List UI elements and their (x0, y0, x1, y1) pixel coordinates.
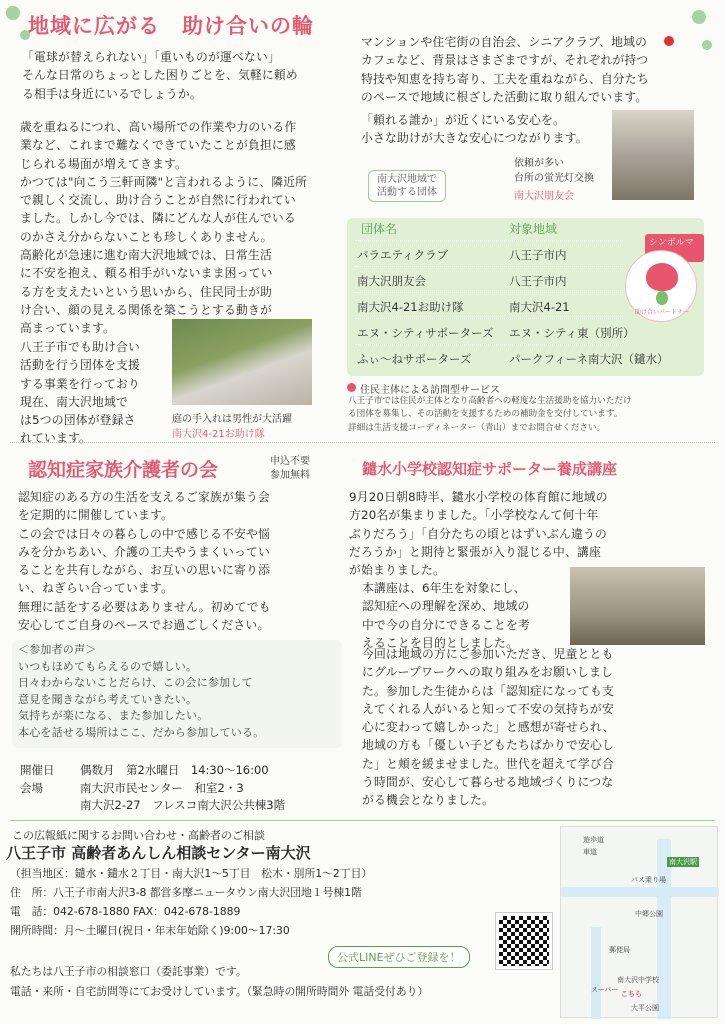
section1-title: 地域に広がる 助け合いの輪 (28, 14, 314, 38)
date-label: 開催日 (20, 763, 55, 777)
table-cell-area: 南大沢4-21 (509, 300, 570, 314)
symbol-mark (625, 250, 697, 322)
info-icon (347, 383, 356, 392)
footer-note2: 電話・来所・自宅訪問等にてお受けしています。（緊急時の開所時間外 電話受付あり） (10, 985, 429, 998)
photo2-caption: 依頼が多い 台所の蛍光灯交換 (514, 158, 594, 184)
map-road (561, 887, 719, 897)
leaf-icon (656, 291, 668, 305)
kitchen-photo (612, 110, 694, 200)
table-cell-area: 八王子市内 (509, 274, 567, 288)
clover-decoration (6, 6, 20, 20)
table-cell-area: パークフィーネ南大沢（鑓水） (509, 352, 669, 366)
section-divider (10, 442, 715, 443)
photo2-caption-group: 南大沢朋友会 (514, 191, 574, 202)
table-header-area: 対象地域 (509, 222, 558, 236)
footer-note1: 私たちは八王子市の相談窓口（委託事業）です。 (10, 965, 247, 978)
section2-title: 認知症家族介護者の会 (28, 459, 219, 481)
section1-right-text2: 「頼れる誰か」が近くにいる安心を。 小さな助けが大きな安心につながります。 (361, 113, 588, 146)
access-map (560, 826, 718, 1018)
table-cell-name: 南大沢4-21お助け隊 (357, 300, 464, 314)
footer-address: 住 所：八王子市南大沢3-8 都営多摩ニュータウン南大沢団地１号棟1階 (10, 886, 362, 899)
footer-divider (10, 820, 715, 821)
table-divider (355, 292, 623, 293)
table-cell-area: エヌ・シティ東（別所） (509, 326, 635, 340)
map-post: 郵便局 (609, 946, 630, 954)
map-bus: バス乗り場 (631, 876, 666, 884)
symbol-text: 助け合いパートナー (634, 309, 689, 316)
table-cell-name: バラエティクラブ (357, 248, 449, 262)
section1-body1: 歳を重ねるにつれ、高い場所での作業や力のいる作 業など、これまで難なくできていたことが負担に感 じられる場面が増えてきます。 かつては"向こう三軒両隣"と言われるように、隣近所 で親しく交流し、助け合うことが自然に行われてい ました。しかし今では、隣にどんな人が住んでいる のかさえ分からないことも珍しくありません。 高齢化が急速に進む南大沢地域では、日常生活 に不安を抱え、頼る相手がいないまま困ってい る方を支えたいという思いから、住民同士が助 け合い、顔の見える関係を築こうとする動きが 高まっています。 (20, 120, 308, 336)
date-value: 偶数月 第2水曜日 14:30～16:00 (80, 763, 269, 777)
map-here: こちら (621, 990, 642, 998)
classroom-photo (570, 567, 705, 645)
table-cell-name: ふぃ～ねサポーターズ (357, 352, 472, 366)
clover-decoration (692, 10, 706, 24)
place-value: 南大沢市民センター 和室2・3 (80, 781, 244, 795)
map-park2: 大平公園 (631, 1004, 659, 1012)
table-cell-area: 八王子市内 (509, 248, 567, 262)
footer-line1: この広報紙に関するお問い合わせ・高齢者のご相談 (12, 829, 265, 842)
section3-body2: 本講座は、6年生を対象にし、 認知症への理解を深め、地域の 中で今の自分にできることを考 えることを目的としました。 (362, 581, 530, 650)
map-road (591, 927, 601, 1019)
map-super: スーパー (591, 986, 619, 994)
section1-body2: 八王子市でも助け合い 活動を行う団体を支援 する事業を行っており 現在、南大沢地域で は5つの団体が登録さ れています。 (20, 340, 140, 446)
section3-title: 鑓水小学校認知症サポーター養成講座 (362, 460, 618, 478)
line-qr-code[interactable] (496, 913, 552, 969)
footer-hours: 開所時間：月～土曜日(祝日・年末年始除く)9:00～17:30 (10, 924, 290, 937)
map-park1: 中郷公園 (635, 910, 663, 918)
service-title: 住民主体による訪問型サービス (360, 385, 500, 396)
table-header-name: 団体名 (361, 222, 398, 236)
table-cell-name: 南大沢朋友会 (357, 274, 426, 288)
section3-body1: 9月20日朝8時半、鑓水小学校の体育館に地域の 方20名が集まりました。「小学校なんて何十年 ぶりだろう」「自分たちの頃とはずいぶん違うの だろうか」と期待と緊張が入り混じる中、講座 が始まりました。 (349, 490, 608, 578)
footer-district: （担当地区：鑓水・鑓水２丁目・南大沢1～5丁目 松木・別所1～2丁目） (10, 867, 373, 880)
section2-badge: 申込不要 参加無料 (270, 456, 310, 481)
section1-right-text: マンションや住宅街の自治会、シニアクラブ、地域の カフェなど、背景はさまざまですが、それぞれが持つ 特技や知恵を持ち寄り、工夫を重ねながら、自分たち のペースで地域に根ざした活動に取り組んでいます。 (361, 35, 649, 104)
map-legend-road: 車道 (583, 848, 597, 856)
section1-intro: 「電球が替えられない」「重いものが運べない」 そんな日常のちょっとした困りごとを、気軽に頼め る相手は身近にいるでしょうか。 (22, 50, 298, 101)
service-text: 八王子市では住民が主体となり高齢者への軽度な生活援助を協力いただけ る団体を募集し、その活動を支援するための補助金を交付しています。 詳細は生活支援コーディネーター（青山）までお問合せください。 (348, 396, 632, 433)
place-label: 会場 (20, 781, 43, 795)
photo-caption: 庭の手入れは男性が大活躍 (172, 414, 292, 425)
table-badge: 南大沢地域で 活動する団体 (368, 170, 446, 202)
table-divider (355, 240, 623, 241)
heart-icon (646, 263, 678, 291)
table-divider (355, 344, 623, 345)
line-register-badge[interactable]: 公式LINEぜひご登録を！ (328, 946, 470, 968)
section2-body: 認知症のある方の生活を支えるご家族が集う会 を定期的に開催しています。 この会では日々の暮らしの中で感じる不安や悩 みを分かちあい、介護の工夫やうまくいってい ることを共有しながら、お互いの思いに寄り添 い、ねぎらい合っています。 無理に話をする必要はありません。初めてでも 安心してご自身のペースでお過ごしください。 (18, 490, 271, 633)
photo-caption-group: 南大沢4-21お助け隊 (172, 429, 265, 440)
participant-voices: ＜参加者の声＞ いつもほめてもらえるので嬉しい。 日々わからないことだらけ、この会に参加して 意見を聞きながら考えていきたい。 気持ちが楽になる、また参加したい。 本心を話せる場所はここ、だから参加している。 (18, 643, 265, 739)
place-value2: 南大沢2-27 フレスコ南大沢公共棟3階 (80, 798, 286, 812)
groups-table (347, 218, 704, 376)
garden-photo (172, 319, 312, 405)
map-station: 南大沢駅 (669, 858, 697, 866)
symbol-label: シンボルマ (645, 234, 704, 262)
map-school: 南大沢中学校 (617, 976, 659, 984)
table-cell-name: エヌ・シティサポーターズ (357, 326, 494, 340)
table-divider (355, 266, 623, 267)
section3-body3: 今回は地域の方にご参加いただき、児童ととも にグループワークへの取り組みをお願いしまし た。参加した生徒からは「認知症になっても支 えてくれる人がいると知って不安の気持ちが安 心に変わって嬉しかった」と感想が寄せられ、 地域の方も「優しい子どもたちばかりで安心し た」と頬を緩ませました。世代を超えて学び合 う時間が、安心して暮らせる地域づくりにつな がる機会となりました。 (362, 647, 615, 808)
table-divider (355, 318, 623, 319)
footer-center-name: 八王子市 高齢者あんしん相談センター南大沢 (6, 844, 311, 862)
map-legend-walk: 遊歩道 (583, 836, 604, 844)
footer-phone: 電 話：042-678-1880 FAX：042-678-1889 (10, 905, 241, 918)
